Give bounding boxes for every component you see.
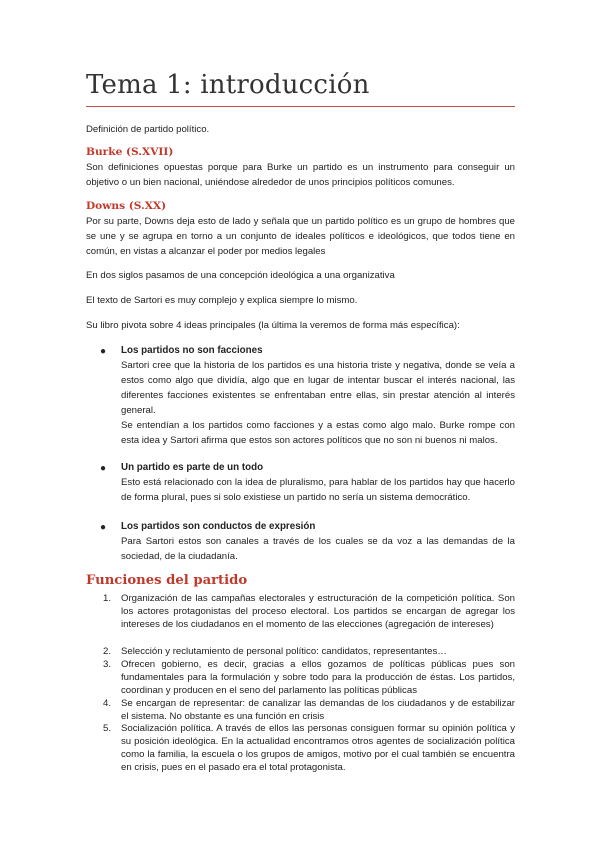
- list-item: Se encargan de representar: de canalizar las demandas de los ciudadanos y de estabilizar el sistema. No obstante es una función en crisis: [121, 698, 515, 722]
- functions-heading: Funciones del partido: [86, 573, 248, 588]
- idea-body: Esto está relacionado con la idea de pluralismo, para hablar de los partidos hay que hacerlo de forma plural, pues si solo existiese un partido no sería un sistema democrático.: [121, 477, 515, 503]
- downs-text: Por su parte, Downs deja esto de lado y señala que un partido político es un grupo de hombres que se une y se agrupa en torno a un conjunto de ideales políticos e ideológicos, que todos tiene en común, en vistas a alcanzar el poder por medios legales: [86, 216, 515, 257]
- list-number: 4.: [103, 698, 112, 709]
- idea-title: Los partidos no son facciones: [121, 345, 263, 356]
- list-number: 5.: [103, 723, 112, 734]
- idea-body: Para Sartori estos son canales a través de los cuales se da voz a las demandas de la sociedad, de la ciudadanía.: [121, 536, 515, 562]
- list-number: 1.: [103, 593, 112, 604]
- page-title: Tema 1: introducción: [86, 70, 370, 100]
- list-item: Selección y reclutamiento de personal político: candidatos, representantes…: [121, 646, 447, 657]
- bullet-icon: ●: [100, 346, 107, 357]
- idea-title: Los partidos son conductos de expresión: [121, 521, 316, 532]
- intro-text: Definición de partido político.: [86, 124, 210, 135]
- paragraph: En dos siglos pasamos de una concepción ideológica a una organizativa: [86, 270, 395, 281]
- idea-body: Sartori cree que la historia de los partidos es una historia triste y negativa, donde se veía a estos como algo que dividía, algo que en lugar de intentar buscar el interés nacional, las diferentes facciones existentes se enfrentaban entre ellas, sin prestar atención al interés general.: [121, 360, 515, 416]
- title-underline: [86, 106, 515, 107]
- downs-heading: Downs (S.XX): [86, 200, 167, 212]
- idea-title: Un partido es parte de un todo: [121, 462, 264, 473]
- list-item: Socialización política. A través de ellos las personas consiguen formar su opinión política y su posición ideológica. En la actualidad encontramos otros agentes de socialización política como la familia, la escuela o los grupos de amigos, motivo por el cual también se encuentra en crisis, pues en el pasado era el total protagonista.: [121, 723, 515, 773]
- list-number: 3.: [103, 659, 112, 670]
- list-item: Organización de las campañas electorales y estructuración de la competición política. Son los actores protagonistas del proceso electoral. Los partidos se encargan de agregar los intereses de los ciudadanos en el momento de las elecciones (agregación de intereses): [121, 593, 515, 630]
- idea-body: Se entendían a los partidos como facciones y a estas como algo malo. Burke rompe con esta idea y Sartori afirma que estos son actores políticos que no son ni buenos ni malos.: [121, 420, 515, 446]
- bullet-icon: ●: [100, 463, 107, 474]
- paragraph: Su libro pivota sobre 4 ideas principales (la última la veremos de forma más específica):: [86, 320, 460, 331]
- list-item: Ofrecen gobierno, es decir, gracias a ellos gozamos de políticas públicas pues son fundamentales para la formulación y sobre todo para la producción de éstas. Los partidos, coordinan y producen en el seno del parlamento las políticas públicas: [121, 659, 515, 696]
- paragraph: El texto de Sartori es muy complejo y explica siempre lo mismo.: [86, 295, 358, 306]
- bullet-icon: ●: [100, 522, 107, 533]
- list-number: 2.: [103, 646, 112, 657]
- burke-heading: Burke (S.XVII): [86, 146, 174, 158]
- burke-text: Son definiciones opuestas porque para Burke un partido es un instrumento para conseguir un objetivo o un bien nacional, uniéndose alrededor de unos principios políticos comunes.: [86, 162, 515, 188]
